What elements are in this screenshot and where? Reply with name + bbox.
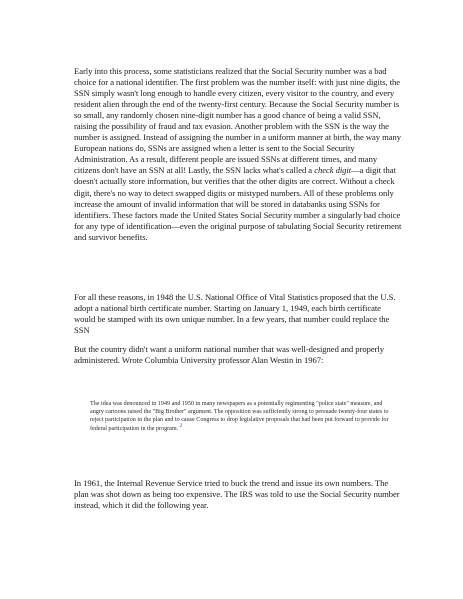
emphasis-check-digit: check digit: [314, 165, 352, 176]
paragraph-text: Early into this process, some statisticians realized that the Social Security number was a bad choice for a national identifier. The first problem was the number itself: with just nine digits, the SSN simply wasn't long enough to handle every citizen, every visitor to the country, and every resident alien through the end of the twenty-first century. Because the Social Security number is so small, any randomly chosen nine-digit number has a good chance of being a valid SSN, raising the possibility of fraud and tax evasion. Another problem with the SSN is the way the number is assigned. Instead of assigning the number in a uniform manner at birth, the way many European nations do, SSNs are assigned when a letter is sent to the Social Security Administration. As a result, different people are issued SSNs at different times, and many citizens don't have an SSN at all! Lastly, the SSN lacks what's called a: [74, 66, 402, 176]
paragraph-birth-certificate: For all these reasons, in 1948 the U.S. National Office of Vital Statistics proposed that the U.S. adopt a national birth certificate number. Starting on January 1, 1949, each birth certificate would be stamped with its own unique number. In a few years, that number could replace the SSN: [74, 292, 396, 336]
block-quote: [90, 400, 390, 433]
paragraph-westin-intro: But the country didn't want a uniform national number that was well-designed and properly administered. Wrote Columbia University professor Alan Westin in 1967:: [74, 344, 384, 366]
paragraph-ssn-problems: [74, 66, 404, 243]
footnote-link[interactable]: 2: [179, 423, 183, 429]
paragraph-irs: In 1961, the Internal Revenue Service tried to buck the trend and issue its own numbers. The plan was shot down as being too expensive. The IRS was told to use the Social Security number instead, which it did the following year.: [74, 478, 400, 511]
quote-text: The idea was denounced in 1949 and 1950 in many newspapers as a potentially regimenting "police state" measure, and angry cartoons raised the "Big Brother" argument. The opposition was sufficiently strong to persuade twenty-four states to reject participation in the plan and to cause Congress to drop legislative proposals that had been put forward to provide for federal participation in the program.: [90, 401, 389, 432]
paragraph-text: —a digit that doesn't actually store information, but verifies that the other digits are correct. Without a check digit, there's no way to detect swapped digits or mistyped numbers. All of these problems only increase the amount of invalid information that will be stored in databanks using SSNs for identifiers. These factors made the United States Social Security number a singularly bad choice for any type of identification—even the original purpose of tabulating Social Security retirement and survivor benefits.: [74, 165, 402, 242]
